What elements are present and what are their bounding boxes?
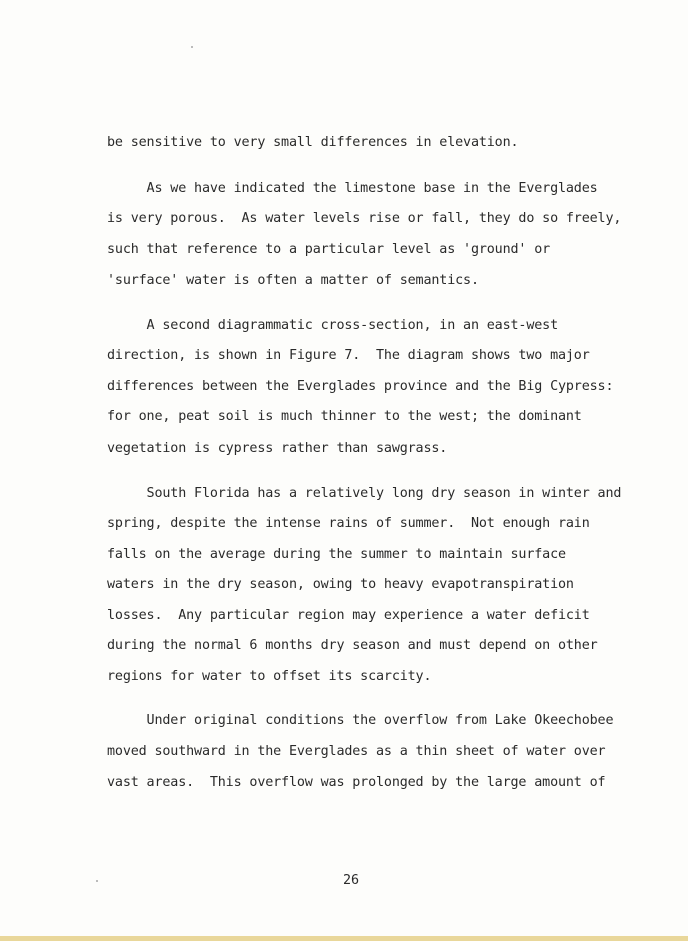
- page-number: 26: [343, 873, 360, 888]
- text-line: losses. Any particular region may experience a water deficit: [107, 608, 590, 623]
- text-line: for one, peat soil is much thinner to the west; the dominant: [107, 409, 582, 424]
- text-line: 'surface' water is often a matter of semantics.: [107, 273, 479, 288]
- text-line: falls on the average during the summer to maintain surface: [107, 547, 566, 562]
- text-line: vegetation is cypress rather than sawgrass.: [107, 441, 448, 456]
- text-line: A second diagrammatic cross-section, in an east-west: [107, 318, 558, 333]
- scan-speck: [96, 880, 98, 882]
- text-line: Under original conditions the overflow from Lake Okeechobee: [107, 713, 614, 728]
- text-line: vast areas. This overflow was prolonged by the large amount of: [107, 775, 606, 790]
- text-line: differences between the Everglades province and the Big Cypress:: [107, 379, 614, 394]
- text-line: spring, despite the intense rains of summer. Not enough rain: [107, 516, 590, 531]
- text-line: regions for water to offset its scarcity.: [107, 669, 432, 684]
- scan-bottom-edge: [0, 936, 688, 941]
- text-line: South Florida has a relatively long dry season in winter and: [107, 486, 622, 501]
- text-line: waters in the dry season, owing to heavy evapotranspiration: [107, 577, 574, 592]
- text-line: such that reference to a particular level as 'ground' or: [107, 242, 551, 257]
- text-line: is very porous. As water levels rise or fall, they do so freely,: [107, 211, 622, 226]
- text-line: moved southward in the Everglades as a thin sheet of water over: [107, 744, 606, 759]
- text-line: during the normal 6 months dry season and must depend on other: [107, 638, 598, 653]
- text-line: As we have indicated the limestone base in the Everglades: [107, 181, 598, 196]
- text-line: direction, is shown in Figure 7. The diagram shows two major: [107, 348, 590, 363]
- text-line: be sensitive to very small differences in elevation.: [107, 135, 519, 150]
- scan-speck: [191, 46, 193, 48]
